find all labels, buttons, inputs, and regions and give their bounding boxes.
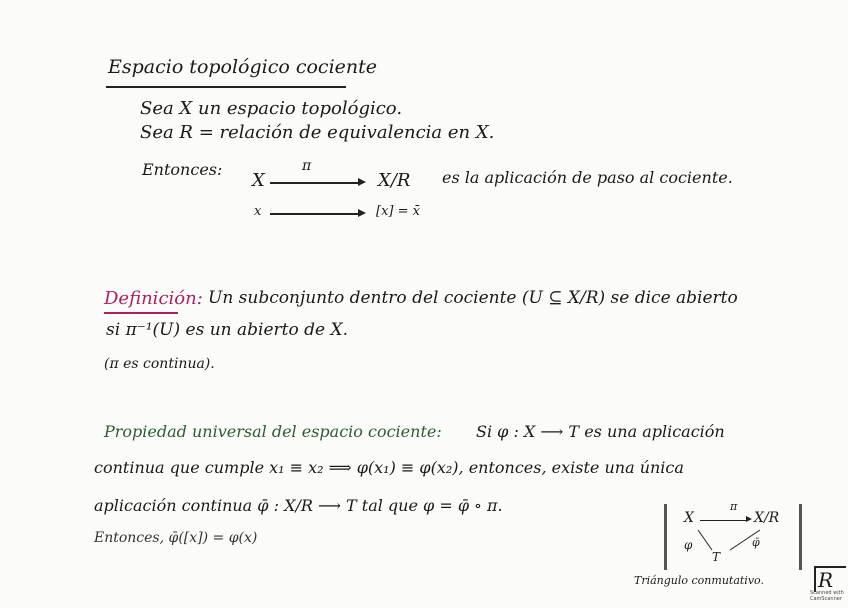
map-arrow-label: π xyxy=(302,158,312,174)
diagram-right-map: φ̄ xyxy=(752,536,760,549)
diagram-arrows xyxy=(690,528,780,558)
note-line-1: Sea X un espacio topológico. xyxy=(140,98,403,119)
map-arrowhead xyxy=(358,178,366,186)
diagram-top-right: X/R xyxy=(754,510,780,526)
title-underline xyxy=(106,86,346,88)
diagram-left-map: φ xyxy=(684,538,693,552)
property-text-1: Si φ : X ⟶ T es una aplicación xyxy=(476,422,725,441)
diagram-top-left: X xyxy=(684,510,694,526)
diagram-caption: Triángulo conmutativo. xyxy=(634,574,764,587)
map-description: es la aplicación de paso al cociente. xyxy=(442,168,733,187)
diagram-top-arrowhead xyxy=(746,516,752,522)
signature: R xyxy=(818,568,834,592)
elem-left: x xyxy=(254,204,262,219)
elem-arrow xyxy=(270,213,358,215)
scanner-badge: Scanned with CamScanner xyxy=(810,590,844,602)
property-text-4: Entonces, φ̄([x]) = φ(x) xyxy=(94,530,258,546)
diagram-top-arrow xyxy=(700,520,746,521)
diagram-top-arrow-label: π xyxy=(730,500,738,513)
elem-arrowhead xyxy=(358,209,366,217)
definition-underline xyxy=(104,312,178,314)
definition-note: (π es continua). xyxy=(104,356,215,372)
map-codomain: X/R xyxy=(378,170,411,191)
definition-text-1: Un subconjunto dentro del cociente (U ⊆ X/R) se dice abierto xyxy=(208,288,738,308)
elem-right: [x] = x̄ xyxy=(376,204,420,219)
note-line-3-label: Entonces: xyxy=(142,160,223,179)
note-line-2: Sea R = relación de equivalencia en X. xyxy=(140,122,495,143)
property-text-2: continua que cumple x₁ ≡ x₂ ⟹ φ(x₁) ≡ φ(x₂), entonces, existe una única xyxy=(94,458,684,477)
definition-label: Definición: xyxy=(104,288,203,309)
property-label: Propiedad universal del espacio cociente: xyxy=(104,422,442,441)
map-domain: X xyxy=(252,170,265,191)
map-arrow xyxy=(270,182,358,184)
definition-text-2: si π⁻¹(U) es un abierto de X. xyxy=(106,320,348,340)
diagram-bottom: T xyxy=(712,550,721,564)
property-text-3: aplicación continua φ̄ : X/R ⟶ T tal que φ = φ̄ ∘ π. xyxy=(94,496,503,515)
section-title: Espacio topológico cociente xyxy=(108,56,378,78)
